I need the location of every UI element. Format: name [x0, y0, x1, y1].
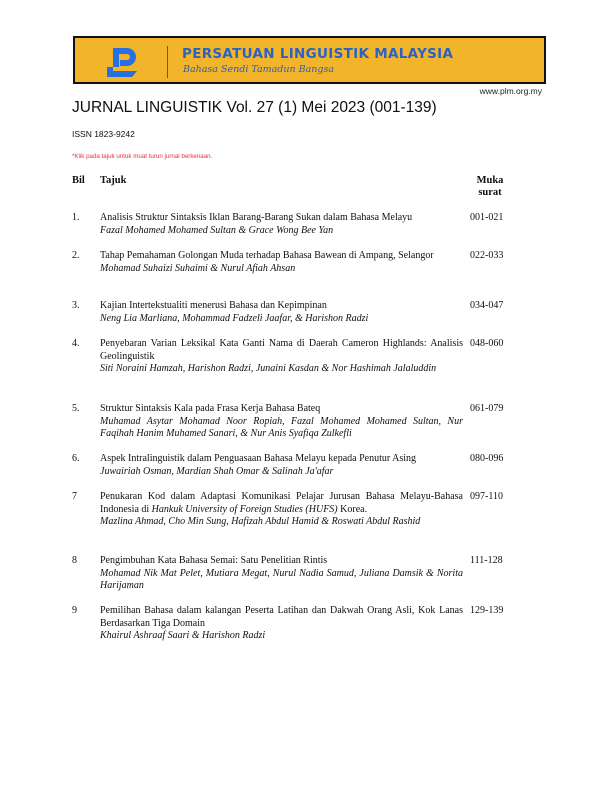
header-bil: Bil	[72, 175, 85, 186]
article-title-link[interactable]: Struktur Sintaksis Kala pada Frasa Kerja Bahasa Bateq	[100, 403, 321, 414]
article-authors: Khairul Ashraaf Saari & Harishon Radzi	[100, 630, 266, 641]
entry-number: 8	[72, 555, 77, 566]
entry-number: 2.	[72, 250, 80, 261]
entry-number: 1.	[72, 212, 80, 223]
entry-number: 5.	[72, 403, 80, 414]
article-authors: Siti Noraini Hamzah, Harishon Radzi, Junaini Kasdan & Nor Hashimah Jalaluddin	[100, 363, 437, 374]
article-title-link[interactable]: Aspek Intralinguistik dalam Penguasaan Bahasa Melayu kepada Penutur Asing	[100, 453, 417, 464]
article-authors: Mohamad Suhaizi Suhaimi & Nurul Afiah Ahsan	[100, 262, 296, 274]
entry-number: 4.	[72, 338, 80, 349]
entry-number: 3.	[72, 300, 80, 311]
article-title-link[interactable]: Penukaran Kod dalam Adaptasi Komunikasi Pelajar Jurusan Bahasa Melayu-Bahasa Indonesia di Hankuk University of Foreign Studies (HUFS) Korea.	[100, 491, 463, 515]
article-title-link[interactable]: Pemilihan Bahasa dalam kalangan Peserta Latihan dan Dakwah Orang Asli, Kok Lanas Berdasarkan Tiga Domain	[100, 605, 463, 629]
page-range: 048-060	[470, 338, 504, 349]
banner-divider	[167, 46, 168, 78]
page-range: 129-139	[470, 605, 504, 616]
org-tagline: Bahasa Sendi Tamadun Bangsa	[183, 64, 335, 75]
plm-logo-icon	[105, 43, 141, 79]
page-range: 034-047	[470, 300, 504, 311]
issn: ISSN 1823-9242	[72, 129, 135, 139]
article-title-link[interactable]: Tahap Pemahaman Golongan Muda terhadap Bahasa Bawean di Ampang, Selangor	[100, 250, 434, 261]
table-header	[72, 175, 542, 205]
article-title-link[interactable]: Analisis Struktur Sintaksis Iklan Barang-Barang Sukan dalam Bahasa Melayu	[100, 212, 413, 223]
entry-number: 6.	[72, 453, 80, 464]
page-range: 080-096	[470, 453, 504, 464]
page-range: 111-128	[470, 555, 503, 566]
org-name: PERSATUAN LINGUISTIK MALAYSIA	[182, 46, 454, 62]
page-range: 097-110	[470, 491, 503, 502]
entry-number: 7	[72, 491, 77, 502]
article-authors: Juwairiah Osman, Mardian Shah Omar & Salinah Ja'afar	[100, 465, 334, 477]
article-title-link[interactable]: Penyebaran Varian Leksikal Kata Ganti Nama di Daerah Cameron Highlands: Analisis Geolinguistik	[100, 338, 463, 362]
article-authors: Muhamad Asytar Mohamad Noor Ropiah, Fazal Mohamed Mohamed Sultan, Nur Faqihah Hanim Muhamed Sanari, & Nur Anis Syafiqa Zulkefli	[100, 415, 463, 439]
page-range: 001-021	[470, 212, 504, 223]
entry-number: 9	[72, 605, 77, 616]
website-link[interactable]: www.plm.org.my	[479, 86, 542, 96]
header-banner	[73, 36, 546, 84]
article-title-link[interactable]: Pengimbuhan Kata Bahasa Semai: Satu Penelitian Rintis	[100, 555, 328, 566]
article-authors: Mazlina Ahmad, Cho Min Sung, Hafizah Abdul Hamid & Roswati Abdul Rashid	[100, 516, 421, 527]
article-authors: Neng Lia Marliana, Mohammad Fadzeli Jaafar, & Harishon Radzi	[100, 312, 369, 324]
journal-title: JURNAL LINGUISTIK Vol. 27 (1) Mei 2023 (001-139)	[72, 99, 437, 116]
article-title-link[interactable]: Kajian Intertekstualiti menerusi Bahasa dan Kepimpinan	[100, 300, 327, 311]
article-authors: Fazal Mohamed Mohamed Sultan & Grace Wong Bee Yan	[100, 224, 334, 236]
page-range: 061-079	[470, 403, 504, 414]
article-authors: Mohamad Nik Mat Pelet, Mutiara Megat, Nurul Nadia Samud, Juliana Damsik & Norita Harijaman	[100, 567, 463, 591]
header-pages: Muka surat	[476, 175, 504, 198]
header-tajuk: Tajuk	[100, 175, 127, 186]
download-note: *Klik pada tajuk untuk muat turun jurnal berkenaan.	[72, 153, 213, 160]
page-range: 022-033	[470, 250, 504, 261]
